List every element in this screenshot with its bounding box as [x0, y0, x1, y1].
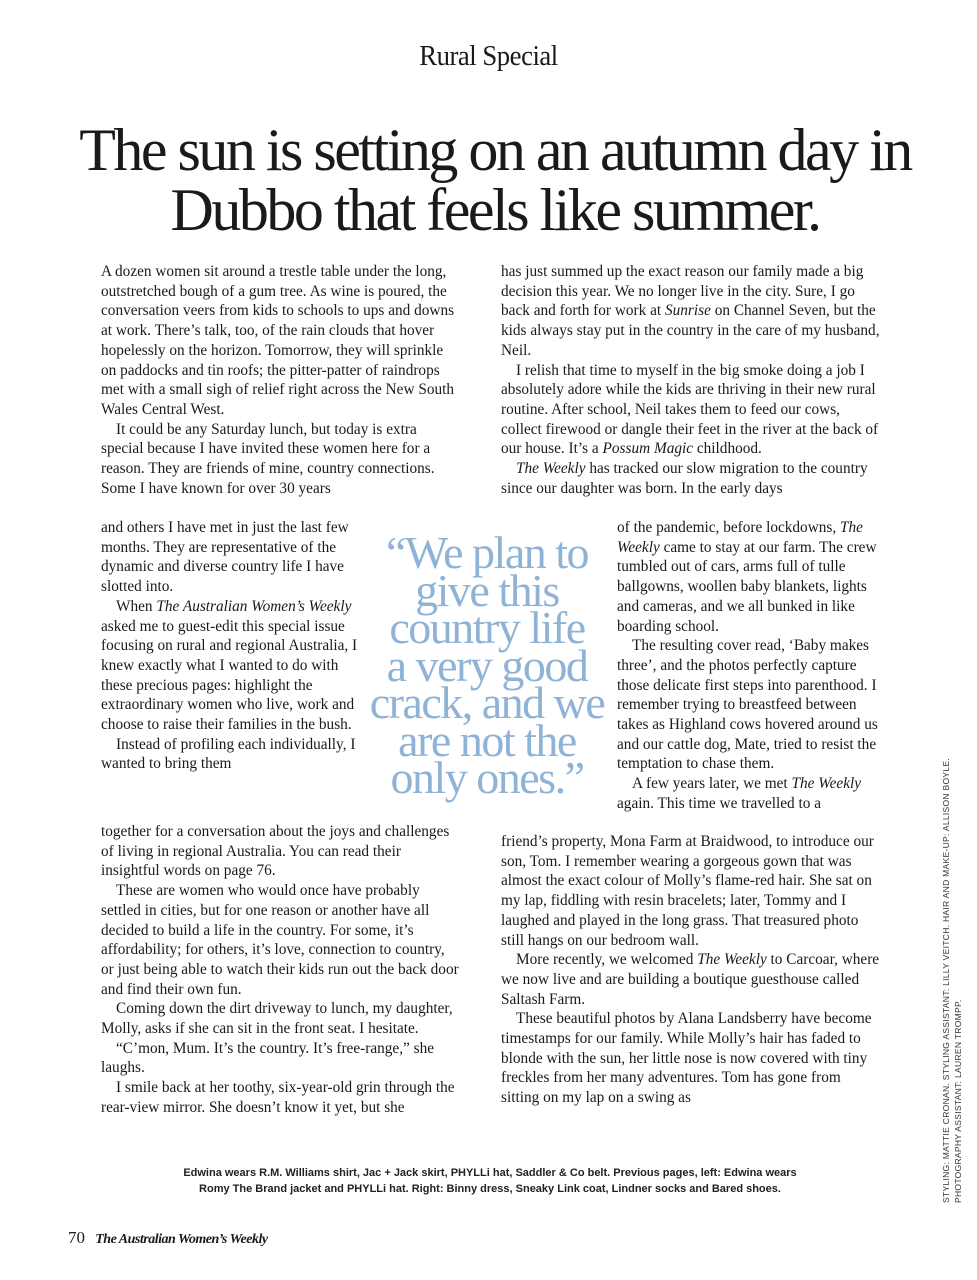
body-column-1-middle: [101, 518, 361, 774]
paragraph: It could be any Saturday lunch, but today is extra special because I have invited these women here for a reason. They are friends of mine, country connections. Some I have known for over 30 years: [101, 420, 435, 497]
paragraph: Instead of profiling each individually, I wanted to bring them: [101, 735, 356, 773]
pull-quote-line: give this: [415, 564, 559, 616]
body-column-2-top: [501, 262, 881, 498]
pull-quote-line: only ones.”: [390, 752, 584, 803]
paragraph: “C’mon, Mum. It’s the country. It’s free-range,” she laughs.: [101, 1039, 435, 1077]
caption-line: Edwina wears R.M. Williams shirt, Jac + Jack skirt, PHYLLi hat, Saddler & Co belt. Previous pages, left: Edwina wears: [183, 1167, 797, 1179]
paragraph: A few years later, we met The Weekly again. This time we travelled to a: [617, 775, 862, 812]
paragraph: More recently, we welcomed The Weekly to Carcoar, where we now live and are building a boutique guesthouse called Saltash Farm.: [501, 951, 880, 1008]
credits-line: PHOTOGRAPHY ASSISTANT: LAUREN TROMPP.: [953, 999, 963, 1203]
pull-quote-line: “We plan to: [385, 527, 589, 578]
body-column-2-middle: [617, 518, 882, 814]
pull-quote-line: crack, and we: [369, 677, 605, 728]
paragraph: The resulting cover read, ‘Baby makes three’, and the photos perfectly capture those delicate first steps into parenthood. I remember trying to breastfeed between takes as Highland cows hovered around us and our cattle dog, Mate, tried to resist the temptation to chase them.: [617, 637, 878, 773]
headline: The sun is setting on an autumn day in Dubbo that feels like summer.: [79, 117, 911, 243]
paragraph: I relish that time to myself in the big smoke doing a job I absolutely adore while the kids are thriving in their new rural routine. After school, Neil takes them to feed our cows, collect firewood or dangle their feet in the river at the back of our house. It’s a Possum Magic childhood.: [501, 361, 879, 458]
italic-title: The Australian Women’s Weekly: [156, 597, 352, 615]
paragraph: When The Australian Women’s Weekly asked me to guest-edit this special issue focusing on rural and regional Australia, I knew exactly what I wanted to do with these precious pages: highlight the extraordinary women who live, work and choose to raise their families in the bush.: [101, 597, 358, 734]
paragraph: has just summed up the exact reason our family made a big decision this year. We no longer live in the city. Sure, I go back and forth for work at Sunrise on Channel Seven, but the kids always stay put in the country in the care of my husband, Neil.: [501, 263, 880, 359]
body-column-1-bottom: [101, 822, 461, 1118]
paragraph: These beautiful photos by Alana Landsberry have become timestamps for our family. While Molly’s hair has faded to blonde with the sun, her little nose is now covered with tiny freckles from her many adventures. Tom has gone from sitting on my lap on a swing as: [501, 1010, 872, 1107]
italic-title: The Weekly: [791, 775, 862, 793]
italic-title: Possum Magic: [602, 440, 694, 458]
paragraph: These are women who would once have probably settled in cities, but for one reason or another have all decided to build a life in the country. For some, it’s affordability; for others, it’s love, connection to country, or just being able to watch their kids run out the back door and find their own fun.: [101, 882, 459, 998]
paragraph: I smile back at her toothy, six-year-old grin through the rear-view mirror. She doesn’t know it yet, but she: [101, 1079, 455, 1116]
italic-title: Sunrise: [664, 302, 711, 320]
section-heading: Rural Special: [419, 40, 558, 72]
italic-title: The Weekly: [697, 951, 767, 969]
paragraph: of the pandemic, before lockdowns, The Weekly came to stay at our farm. The crew tumbled out of cars, arms full of tulle ballgowns, woollen baby blankets, lights and cameras, and we all bunked in like boarding school.: [617, 519, 877, 635]
italic-title: The Weekly: [516, 460, 586, 478]
photo-caption: [110, 1165, 870, 1197]
paragraph: and others I have met in just the last few months. They are representative of the dynamic and diverse country life I have slotted into.: [101, 519, 349, 596]
photo-credits: [940, 758, 964, 1203]
italic-title: The Weekly: [617, 519, 863, 556]
pull-quote-line: a very good: [386, 639, 588, 691]
pull-quote-line: country life: [389, 602, 585, 653]
pull-quote-line: are not the: [398, 714, 576, 766]
credits-line: STYLING: MATTIE CRONAN. STYLING ASSISTANT: LILLY VEITCH. HAIR AND MAKE-UP: ALLISON BOYLE.: [941, 757, 951, 1203]
body-column-1-top: [101, 262, 461, 498]
magazine-name: The Australian Women’s Weekly: [95, 1232, 268, 1247]
caption-line: Romy The Brand jacket and PHYLLi hat. Right: Binny dress, Sneaky Link coat, Lindner socks and Bared shoes.: [199, 1183, 781, 1195]
paragraph: together for a conversation about the joys and challenges of living in regional Australia. You can read their insightful words on page 76.: [101, 823, 450, 880]
pull-quote: [362, 527, 612, 803]
paragraph: The Weekly has tracked our slow migration to the country since our daughter was born. In the early days: [501, 460, 868, 497]
page-number: 70: [68, 1228, 85, 1247]
paragraph: A dozen women sit around a trestle table under the long, outstretched bough of a gum tree. As wine is poured, the conversation veers from kids to schools to ups and downs at work. There’s talk, too, of the rain clouds that hover hopelessly on the horizon. Tomorrow, they will sprinkle on paddocks and tin roofs; the pitter-patter of raindrops met with a small sigh of relief right across the New South Wales Central West.: [101, 263, 455, 418]
paragraph: friend’s property, Mona Farm at Braidwood, to introduce our son, Tom. I remember wearing a gorgeous gown that was almost the exact colour of Molly’s flame-red hair. She sat on my lap, fiddling with resin bracelets; later, Tommy and I laughed and played in the long grass. That treasured photo still hangs on our bedroom wall.: [501, 833, 874, 949]
paragraph: Coming down the dirt driveway to lunch, my daughter, Molly, asks if she can sit in the front seat. I hesitate.: [101, 1000, 453, 1038]
body-column-2-bottom: [501, 832, 881, 1108]
page-footer: [68, 1228, 268, 1248]
